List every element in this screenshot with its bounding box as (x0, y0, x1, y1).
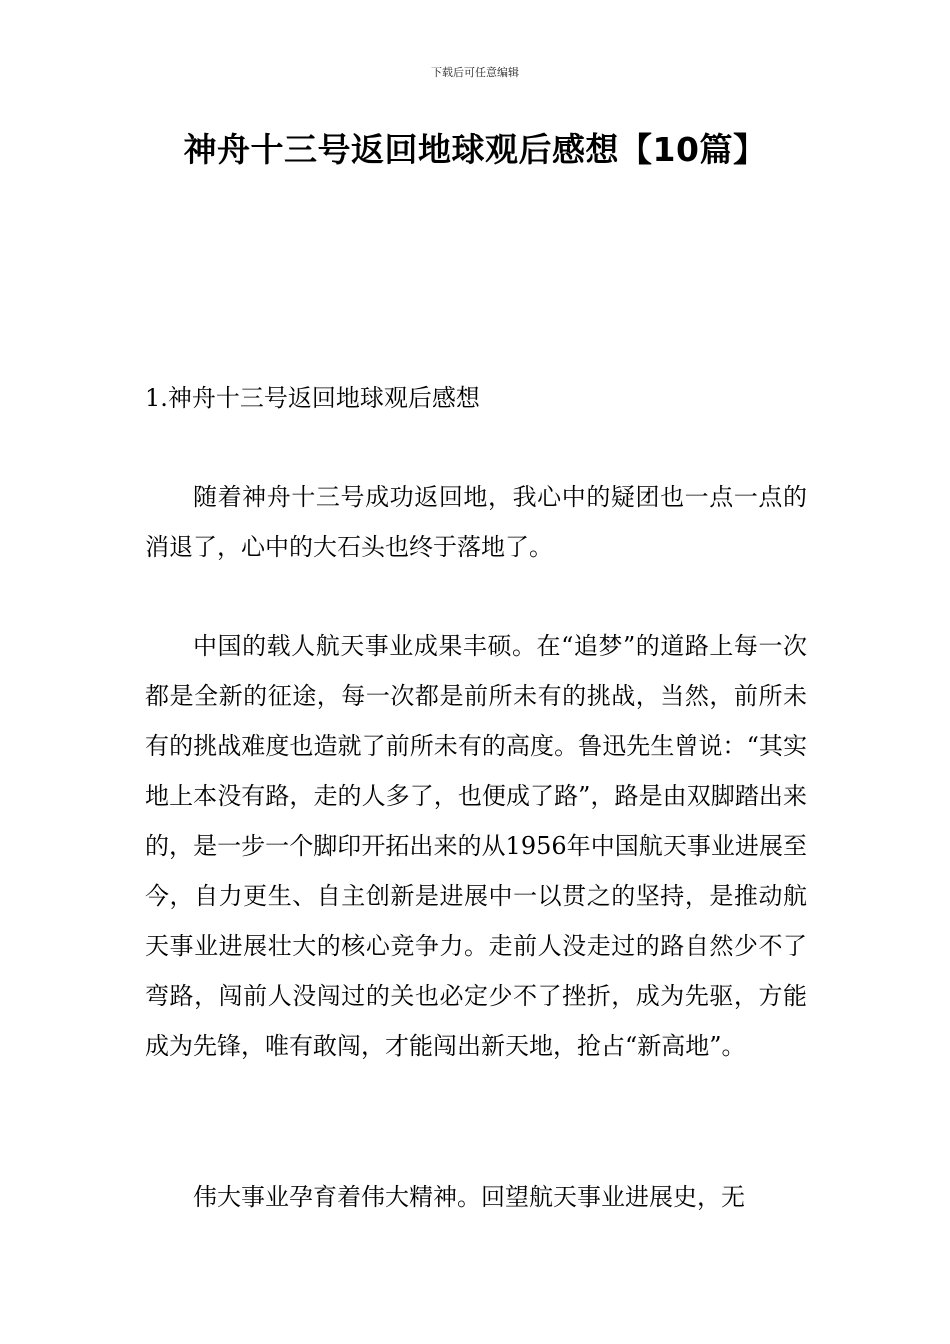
section-heading: 1.神舟十三号返回地球观后感想 (145, 384, 480, 412)
paragraph: 中国的载人航天事业成果丰硕。在“追梦”的道路上每一次都是全新的征途，每一次都是前所未有的挑战，当然，前所未有的挑战难度也造就了前所未有的高度。鲁迅先生曾说：“其实地上本没有路，走的人多了，也便成了路”，路是由双脚踏出来的，是一步一个脚印开拓出来的从1956年中国航天事业进展至今，自力更生、自主创新是进展中一以贯之的坚持，是推动航天事业进展壮大的核心竞争力。走前人没走过的路自然少不了弯路，闯前人没闯过的关也必定少不了挫折，成为先驱，方能成为先锋，唯有敢闯，才能闯出新天地，抢占“新高地”。 (145, 632, 807, 1060)
header-note: 下载后可任意编辑 (431, 66, 519, 79)
document-title: 神舟十三号返回地球观后感想【10篇】 (183, 130, 767, 169)
paragraph: 随着神舟十三号成功返回地，我心中的疑团也一点一点的消退了，心中的大石头也终于落地了。 (145, 483, 807, 561)
paragraph: 伟大事业孕育着伟大精神。回望航天事业进展史，无 (193, 1183, 745, 1211)
